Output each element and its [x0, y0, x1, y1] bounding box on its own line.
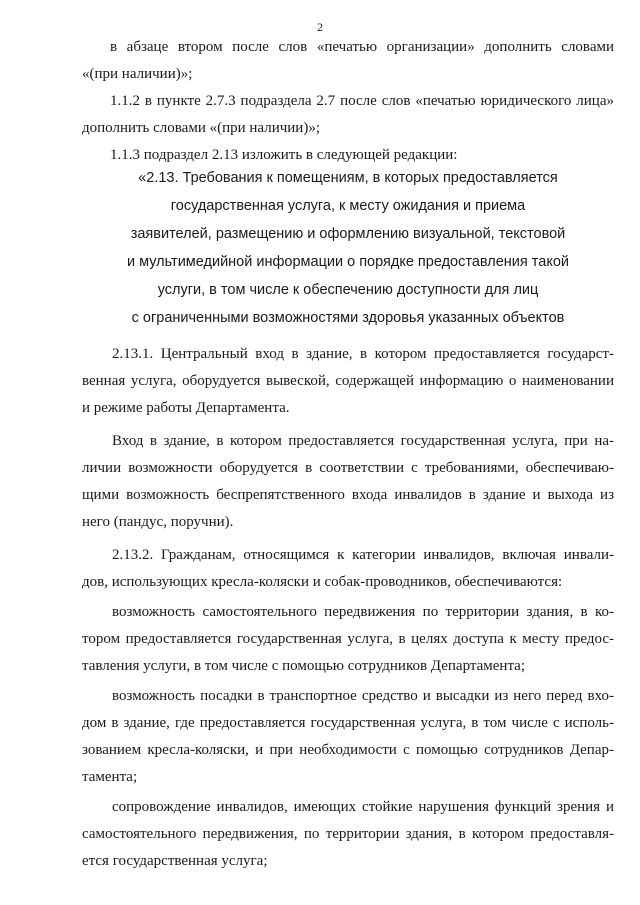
body-line: ется государственная услуга;: [82, 853, 268, 869]
section-title-line: услуги, в том числе к обеспечению доступности для лиц: [157, 282, 539, 298]
body-line: тавления услуги, в том числе с помощью сотрудников Департамента;: [82, 658, 526, 674]
body-line: тамента;: [82, 769, 138, 785]
section-title: [82, 164, 614, 332]
body-line: личии возможности оборудуется в соответствии с требованиями, обеспечиваю-: [82, 460, 614, 476]
body-line: возможность самостоятельного передвижения по территории здания, в ко-: [112, 604, 614, 620]
body-line: самостоятельного передвижения, по территории здания, в котором предоставля-: [82, 826, 614, 842]
body-line: венная услуга, оборудуется вывеской, содержащей информацию о наименовании: [82, 373, 614, 389]
section-title-line: и мультимедийной информации о порядке предоставления такой: [126, 254, 570, 270]
body-line: сопровождение инвалидов, имеющих стойкие нарушения функций зрения и: [112, 799, 614, 815]
body-line: него (пандус, поручни).: [82, 514, 234, 530]
page-number: 2: [317, 20, 323, 34]
amendment-line: в абзаце втором после слов «печатью организации» дополнить словами: [110, 39, 614, 55]
body-line: возможность посадки в транспортное средство и высадки из него перед вхо-: [112, 688, 614, 704]
section-title-line: «2.13. Требования к помещениям, в которых предоставляется: [138, 170, 558, 186]
body-line: 2.13.2. Гражданам, относящимся к категории инвалидов, включая инвали-: [112, 547, 614, 563]
body-line: 2.13.1. Центральный вход в здание, в котором предоставляется государст-: [112, 346, 614, 362]
body-line: зованием кресла-коляски, и при необходимости с помощью сотрудников Депар-: [82, 742, 614, 758]
section-body: [82, 341, 614, 875]
amendment-line: дополнить словами «(при наличии)»;: [82, 120, 320, 136]
amendment-line: «(при наличии)»;: [82, 66, 193, 82]
section-title-line: государственная услуга, к месту ожидания и приема: [170, 198, 526, 214]
body-line: дов, использующих кресла-коляски и собак-проводников, обеспечиваются:: [82, 574, 563, 590]
body-line: тором предоставляется государственная услуга, в целях доступа к месту предос-: [82, 631, 614, 647]
section-title-line: заявителей, размещению и оформлению визуальной, текстовой: [130, 226, 566, 242]
section-title-line: с ограниченными возможностями здоровья указанных объектов: [131, 310, 565, 326]
amendment-paragraphs: [82, 34, 614, 169]
body-line: и режиме работы Департамента.: [82, 400, 290, 416]
body-line: Вход в здание, в котором предоставляется государственная услуга, при на-: [112, 433, 614, 449]
amendment-line: 1.1.2 в пункте 2.7.3 подраздела 2.7 после слов «печатью юридического лица»: [110, 93, 614, 109]
body-line: дом в здание, где предоставляется государственная услуга, в том числе с исполь-: [82, 715, 614, 731]
body-line: щими возможность беспрепятственного входа инвалидов в здание и выхода из: [82, 487, 614, 503]
amendment-line: 1.1.3 подраздел 2.13 изложить в следующей редакции:: [110, 147, 458, 163]
